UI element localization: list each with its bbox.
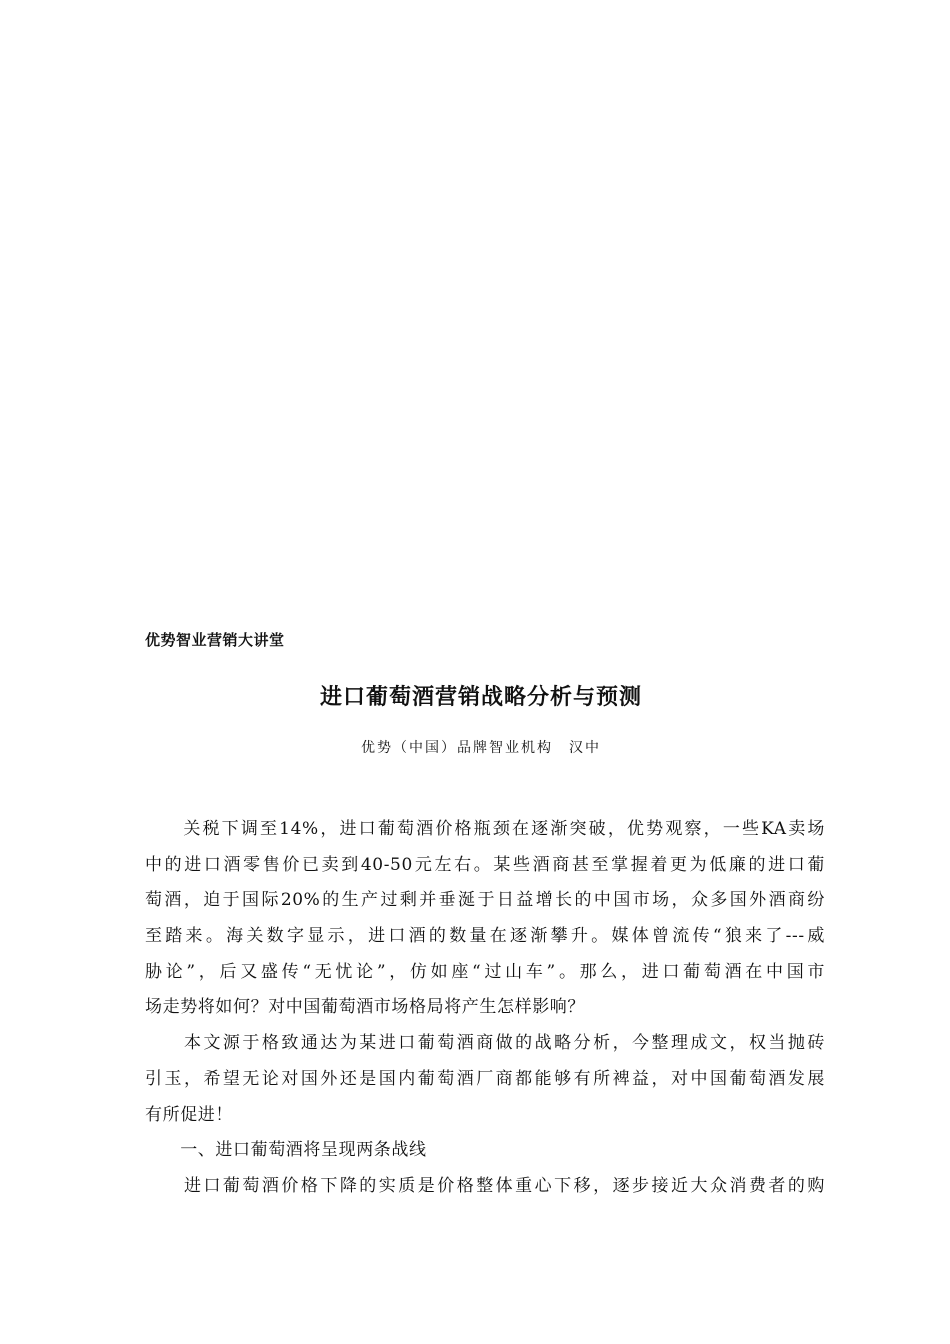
body-line: 胁论”，后又盛传“无忧论”，仿如座“过山车”。那么，进口葡萄酒在中国市	[145, 961, 825, 982]
body-line: 中的进口酒零售价已卖到40-50元左右。某些酒商甚至掌握着更为低廉的进口葡	[145, 854, 825, 875]
byline: 优势（中国）品牌智业机构 汉中	[361, 740, 601, 756]
body-line: 引玉，希望无论对国外还是国内葡萄酒厂商都能够有所裨益，对中国葡萄酒发展	[145, 1068, 825, 1089]
body-line: 场走势将如何？对中国葡萄酒市场格局将产生怎样影响？	[145, 997, 585, 1018]
body-line: 进口葡萄酒价格下降的实质是价格整体重心下移，逐步接近大众消费者的购	[145, 1175, 825, 1196]
body-line: 萄酒，迫于国际20%的生产过剩并垂涎于日益增长的中国市场，众多国外酒商纷	[145, 890, 825, 911]
section-heading: 一、进口葡萄酒将呈现两条战线	[145, 1140, 427, 1161]
header-label: 优势智业营销大讲堂	[145, 631, 285, 649]
body-line: 至踏来。海关数字显示，进口酒的数量在逐渐攀升。媒体曾流传“狼来了---威	[145, 926, 825, 947]
body-line: 有所促进！	[145, 1104, 233, 1125]
body-text	[145, 812, 825, 1205]
page-title: 进口葡萄酒营销战略分析与预测	[319, 685, 642, 710]
body-line: 关税下调至14%，进口葡萄酒价格瓶颈在逐渐突破，优势观察，一些KA卖场	[145, 819, 825, 839]
body-line: 本文源于格致通达为某进口葡萄酒商做的战略分析，今整理成文，权当抛砖	[145, 1033, 825, 1054]
